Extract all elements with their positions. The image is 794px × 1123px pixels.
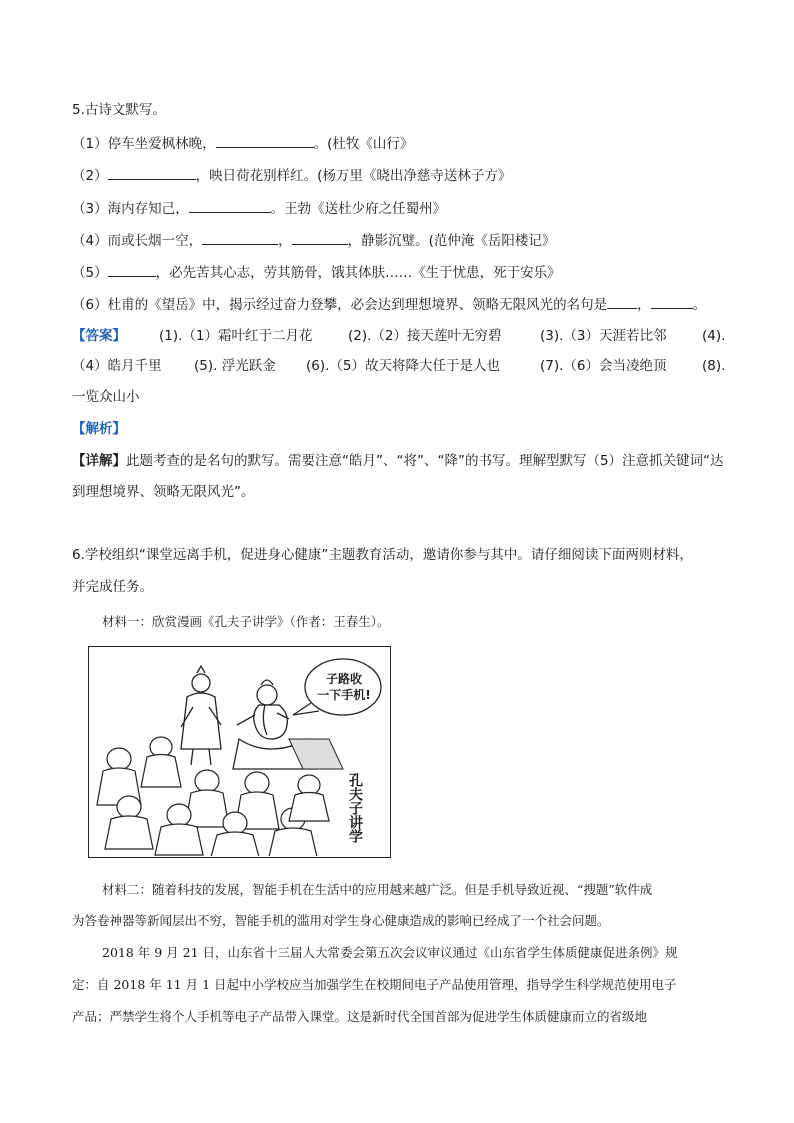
answer-blank[interactable] bbox=[292, 230, 348, 245]
answer-5: (5). 浮光跃金 bbox=[194, 358, 276, 374]
mat-pattern bbox=[289, 739, 343, 769]
q5-l5-source: ，必先苦其心志，劳其筋骨，饿其体肤……《生于忧患，死于安乐》 bbox=[155, 265, 561, 281]
q5-l6-end: 。 bbox=[692, 297, 707, 313]
answer-3: (3).（3）天涯若比邻 bbox=[540, 328, 667, 344]
q5-l1-source: 。(杜牧《山行》 bbox=[313, 136, 414, 152]
q5-l6-comma: ， bbox=[637, 297, 651, 313]
q5-line-6 bbox=[72, 294, 706, 315]
answer-7: (7).（6）会当凌绝顶 bbox=[540, 358, 667, 374]
answer-2: (2).（2）接天莲叶无穷碧 bbox=[348, 328, 502, 344]
q5-l3-text: （3）海内存知己， bbox=[72, 201, 189, 217]
answer-1: (1).（1）霜叶红于二月花 bbox=[159, 328, 313, 344]
q5-l3-source: 。王勃《送杜少府之任蜀州》 bbox=[270, 201, 447, 217]
bubble-line-2: 一下手机! bbox=[317, 688, 371, 702]
answer-4: （4）皓月千里 bbox=[72, 358, 162, 374]
answer-blank[interactable] bbox=[108, 262, 156, 277]
detail-text-1: 此题考查的是名句的默写。需要注意“皓月”、“将”、“降”的书写。理解型默写（5）注意抓关键词“达 bbox=[126, 453, 724, 469]
answer-blank[interactable] bbox=[202, 230, 278, 245]
material-2-line-2: 为答卷神器等新闻层出不穷，智能手机的滥用对学生身心健康造成的影响已经成了一个社会问题。 bbox=[72, 913, 610, 928]
q5-line-1 bbox=[72, 133, 413, 154]
q5-line-3 bbox=[72, 198, 446, 219]
q5-l4-source: ，静影沉璧。(范仲淹《岳阳楼记》 bbox=[347, 233, 556, 249]
analysis-tag: 【解析】 bbox=[72, 421, 126, 437]
question-6-title-line-2: 并完成任务。 bbox=[72, 579, 153, 595]
q5-line-2 bbox=[72, 165, 511, 186]
standing-disciple-figure bbox=[181, 666, 221, 765]
material-2-line-5: 产品；严禁学生将个人手机等电子产品带入课堂。这是新时代全国首部为促进学生体质健康而立的省级地 bbox=[72, 1009, 648, 1024]
q5-l5-text: （5） bbox=[72, 265, 108, 281]
material-2-line-1: 材料二：随着科技的发展，智能手机在生活中的应用越来越广泛。但是手机导致近视、“搜题”软件成 bbox=[102, 882, 653, 897]
analysis-detail-line-2: 到理想境界、领略无限风光”。 bbox=[72, 484, 255, 500]
bubble-line-1: 子路收 bbox=[325, 672, 362, 686]
cartoon-confucius-lecture bbox=[88, 646, 391, 858]
material-2-line-4: 定：自 2018 年 11 月 1 日起中小学校应当加强学生在校期间电子产品使用管理，指导学生科学规范使用电子 bbox=[72, 977, 677, 992]
q5-l6-text: （6）杜甫的《望岳》中，揭示经过奋力登攀，必会达到理想境界、领略无限风光的名句是 bbox=[72, 297, 608, 313]
answer-4-num: (4). bbox=[702, 328, 726, 344]
answer-blank[interactable] bbox=[607, 294, 637, 309]
q5-l1-text: （1）停车坐爱枫林晚， bbox=[72, 136, 216, 152]
answer-blank[interactable] bbox=[216, 133, 314, 148]
answer-8: 一览众山小 bbox=[72, 389, 140, 405]
detail-tag: 【详解】 bbox=[72, 453, 126, 469]
answer-blank[interactable] bbox=[189, 198, 271, 213]
q5-line-4 bbox=[72, 230, 555, 251]
question-5-title: 5.古诗文默写。 bbox=[72, 102, 166, 118]
cartoon-vertical-title: 孔夫子讲学 bbox=[347, 773, 363, 843]
material-2-line-3: 2018 年 9 月 21 日，山东省十三届人大常委会第五次会议审议通过《山东省学生体质健康促进条例》规 bbox=[102, 945, 678, 960]
seated-students-group bbox=[97, 737, 329, 856]
answer-6: (6).（5）故天将降大任于是人也 bbox=[306, 358, 501, 374]
answer-blank[interactable] bbox=[651, 294, 693, 309]
answer-blank[interactable] bbox=[108, 165, 196, 180]
answer-8-num: (8). bbox=[702, 358, 726, 374]
q5-l2-source: ，映日荷花别样红。(杨万里《晓出净慈寺送林子方》 bbox=[195, 168, 512, 184]
question-6-title-line-1: 6.学校组织“课堂远离手机，促进身心健康”主题教育活动，邀请你参与其中。请仔细阅读下面两则材料， bbox=[72, 547, 693, 563]
q5-l2-text: （2） bbox=[72, 168, 108, 184]
speech-bubble-text bbox=[315, 671, 373, 703]
material-1-caption: 材料一：欣赏漫画《孔夫子讲学》（作者：王春生）。 bbox=[102, 614, 390, 629]
answer-tag: 【答案】 bbox=[72, 328, 126, 344]
q5-l4-comma: ， bbox=[278, 233, 292, 249]
q5-l4-text: （4）而或长烟一空， bbox=[72, 233, 203, 249]
q5-line-5 bbox=[72, 262, 561, 283]
analysis-detail-line-1 bbox=[72, 451, 724, 471]
